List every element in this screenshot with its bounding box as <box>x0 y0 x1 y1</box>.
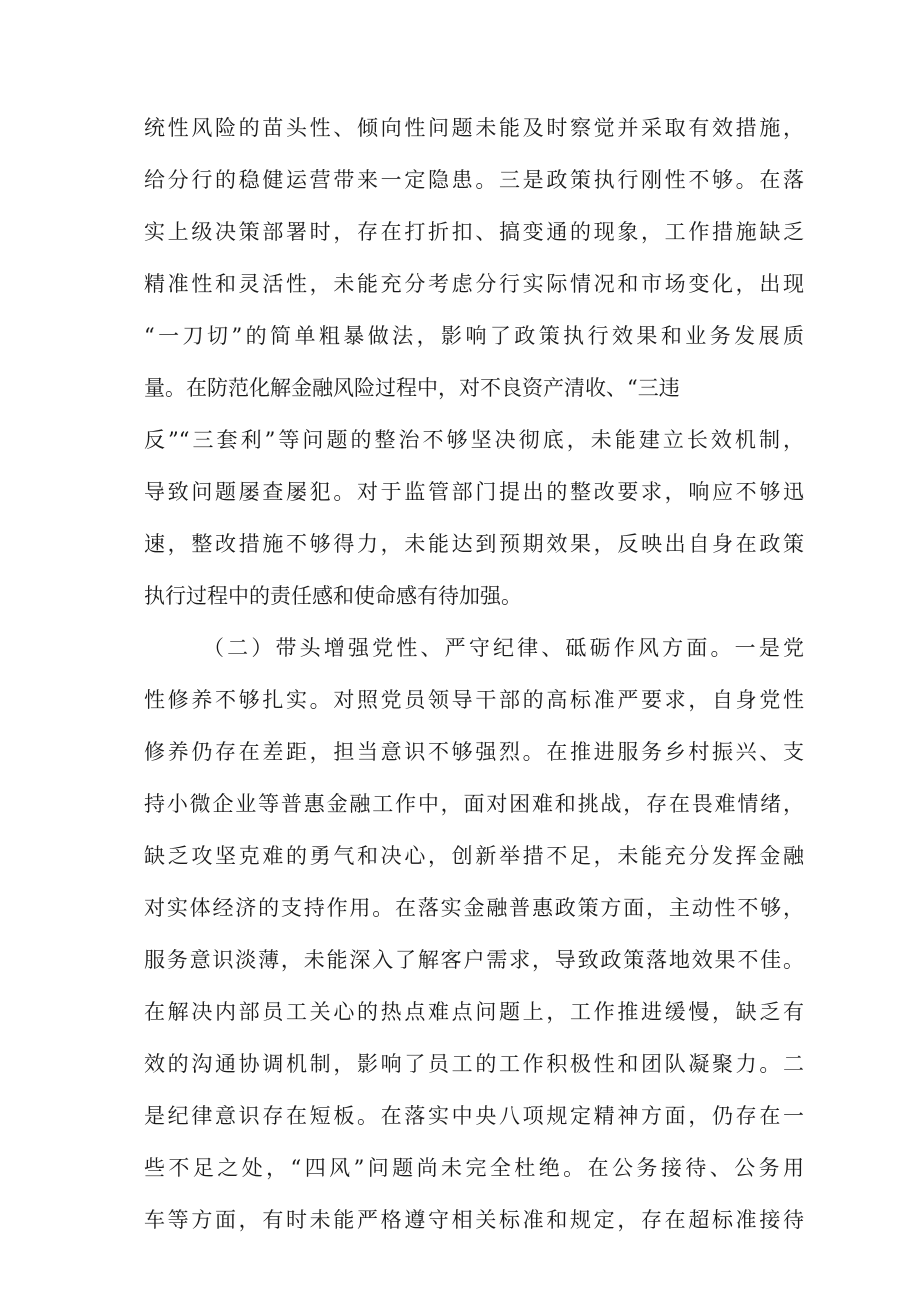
text-line: 实上级决策部署时，存在打折扣、搞变通的现象，工作措施缺乏 <box>144 220 804 244</box>
text-line: 精准性和灵活性，未能充分考虑分行实际情况和市场变化，出现 <box>144 272 804 296</box>
text-line: 是纪律意识存在短板。在落实中央八项规定精神方面，仍存在一 <box>144 1104 804 1128</box>
text-line: 给分行的稳健运营带来一定隐患。三是政策执行刚性不够。在落 <box>144 168 804 192</box>
text-line: 些不足之处，“四风”问题尚未完全杜绝。在公务接待、公务用 <box>144 1156 804 1180</box>
text-line: 效的沟通协调机制，影响了员工的工作积极性和团队凝聚力。二 <box>144 1052 804 1076</box>
text-line: “一刀切”的简单粗暴做法，影响了政策执行效果和业务发展质 <box>144 324 804 348</box>
text-line: 服务意识淡薄，未能深入了解客户需求，导致政策落地效果不佳。 <box>144 948 804 972</box>
text-line: 车等方面，有时未能严格遵守相关标准和规定，存在超标准接待 <box>144 1208 804 1232</box>
text-line: 导致问题屡查屡犯。对于监管部门提出的整改要求，响应不够迅 <box>144 480 804 504</box>
text-line: 对实体经济的支持作用。在落实金融普惠政策方面，主动性不够， <box>144 896 804 920</box>
text-line: 量。在防范化解金融风险过程中，对不良资产清收、“三违 <box>144 376 680 400</box>
text-line: 缺乏攻坚克难的勇气和决心，创新举措不足，未能充分发挥金融 <box>144 844 804 868</box>
text-line: 在解决内部员工关心的热点难点问题上，工作推进缓慢，缺乏有 <box>144 1000 804 1024</box>
text-line: 性修养不够扎实。对照党员领导干部的高标准严要求，自身党性 <box>144 688 804 712</box>
section-heading-line: （二）带头增强党性、严守纪律、砥砺作风方面。一是党 <box>203 636 804 660</box>
text-line: 统性风险的苗头性、倾向性问题未能及时察觉并采取有效措施， <box>144 116 804 140</box>
text-line: 速，整改措施不够得力，未能达到预期效果，反映出自身在政策 <box>144 532 804 556</box>
text-line: 反”“三套利”等问题的整治不够坚决彻底，未能建立长效机制， <box>144 428 804 452</box>
text-line: 修养仍存在差距，担当意识不够强烈。在推进服务乡村振兴、支 <box>144 740 804 764</box>
text-line: 持小微企业等普惠金融工作中，面对困难和挑战，存在畏难情绪， <box>144 792 804 816</box>
paragraph-end-line: 执行过程中的责任感和使命感有待加强。 <box>144 584 522 608</box>
